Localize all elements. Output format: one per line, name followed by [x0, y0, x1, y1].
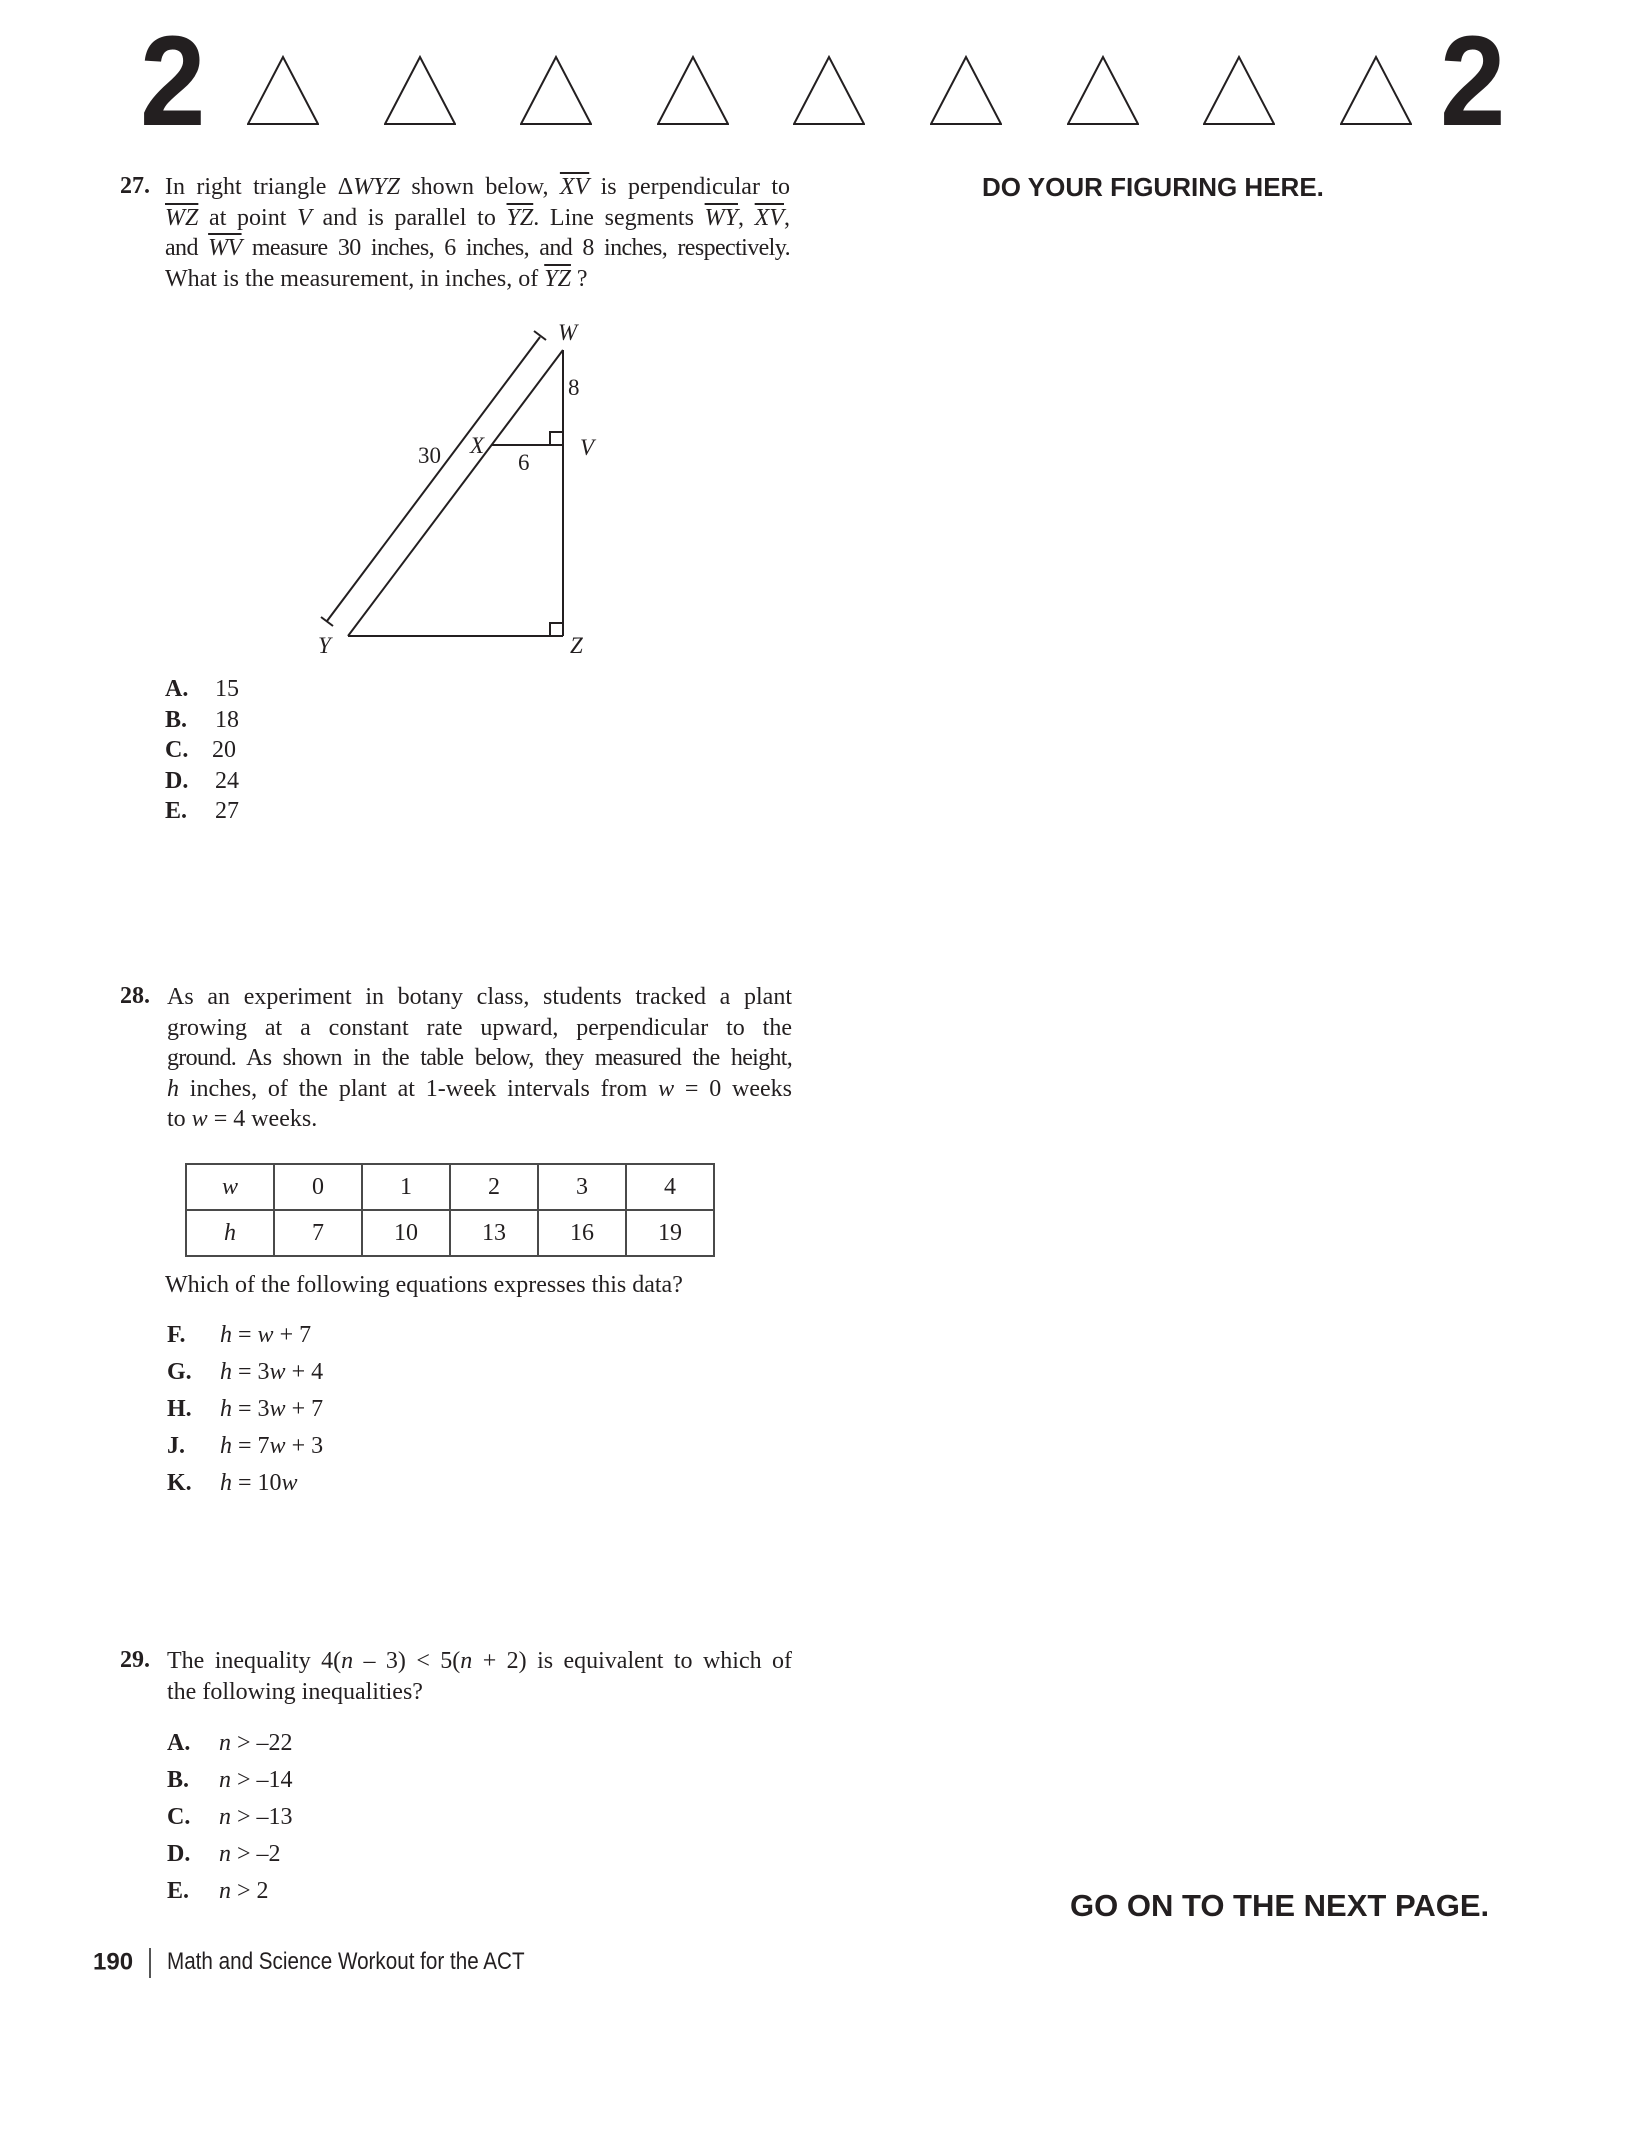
- table-cell: 10: [362, 1210, 450, 1256]
- label-wv-length: 8: [568, 375, 580, 400]
- label-wy-length: 30: [418, 443, 441, 468]
- label-y: Y: [318, 633, 331, 655]
- choice-28-h[interactable]: H. h = 3w + 7: [167, 1396, 324, 1422]
- page-footer: [93, 1948, 583, 1978]
- choice-27-c[interactable]: C. 20: [165, 737, 236, 763]
- continue-note: GO ON TO THE NEXT PAGE.: [1070, 1888, 1490, 1923]
- question-27-number: 27.: [120, 173, 150, 199]
- table-cell: 13: [450, 1210, 538, 1256]
- triangle-icon: [930, 55, 1002, 125]
- question-29-number: 29.: [120, 1647, 150, 1673]
- choice-27-b[interactable]: B. 18: [165, 706, 239, 733]
- question-28-number: 28.: [120, 983, 150, 1009]
- q27-line-4: What is the measurement, in inches, of $\overline{YZ}$ ?: [165, 265, 588, 292]
- q28-line-5: to w = 4 weeks.: [167, 1106, 318, 1132]
- choice-29-e[interactable]: E. n > 2: [167, 1878, 269, 1904]
- table-cell: 0: [274, 1164, 362, 1210]
- label-xv-length: 6: [518, 450, 530, 475]
- table-cell: 7: [274, 1210, 362, 1256]
- table-row-w: [186, 1164, 714, 1210]
- section-number-left: 2: [140, 10, 204, 153]
- choice-27-a[interactable]: A. 15: [165, 676, 239, 702]
- choice-29-b[interactable]: B. n > –14: [167, 1767, 293, 1793]
- segment-wy: [348, 350, 563, 636]
- q29-line-2: the following inequalities?: [167, 1678, 423, 1705]
- question-27-text: [165, 172, 790, 294]
- q29-line-1: The inequality 4(n – 3) < 5(n + 2) is equivalent to which of: [167, 1648, 792, 1674]
- question-29-text: [167, 1646, 792, 1707]
- table-row-h: [186, 1210, 714, 1256]
- q28-line-3: ground. As shown in the table below, they measured the height,: [167, 1045, 792, 1071]
- choice-29-a[interactable]: A. n > –22: [167, 1730, 293, 1756]
- table-cell: 16: [538, 1210, 626, 1256]
- page-number: 190: [93, 1948, 134, 1976]
- choice-28-j[interactable]: J. h = 7w + 3: [167, 1433, 324, 1459]
- dimension-line-wy: [327, 337, 540, 621]
- table-cell: 3: [538, 1164, 626, 1210]
- choice-29-c[interactable]: C. n > –13: [167, 1804, 293, 1830]
- q28-line-2: growing at a constant rate upward, perpendicular to the: [167, 1014, 792, 1041]
- triangle-figure: [300, 310, 620, 655]
- table-cell: 4: [626, 1164, 714, 1210]
- choice-28-f[interactable]: F. h = w + 7: [167, 1322, 312, 1348]
- choice-29-d[interactable]: D. n > –2: [167, 1841, 281, 1867]
- table-header-w: w: [186, 1164, 274, 1210]
- dimension-tick-bottom: [321, 617, 333, 626]
- question-29-choices: [167, 1730, 467, 1920]
- right-angle-z-icon: [550, 623, 563, 636]
- q27-line-3: and $\overline{WV}$ measure 30 inches, 6 inches, and 8 inches, respectively.: [165, 235, 790, 261]
- triangle-icon: [1203, 55, 1275, 125]
- label-x: X: [470, 433, 485, 458]
- question-28-text: [167, 982, 792, 1135]
- triangle-icon: [247, 55, 319, 125]
- triangle-icon: [1067, 55, 1139, 125]
- q27-line-2: $\overline{WZ}$ at point V and is parallel to $\overline{YZ}$. Line segments $\overline{WY}$, $\overline{XV}$,: [165, 204, 790, 231]
- choice-28-g[interactable]: G. h = 3w + 4: [167, 1359, 324, 1385]
- table-cell: 1: [362, 1164, 450, 1210]
- question-27-choices: [165, 676, 365, 836]
- question-28-choices: [167, 1322, 467, 1512]
- book-title: Math and Science Workout for the ACT: [167, 1948, 525, 1976]
- growth-table: [185, 1163, 715, 1257]
- table-cell: 2: [450, 1164, 538, 1210]
- table-header-h: h: [186, 1210, 274, 1256]
- label-z: Z: [570, 633, 583, 655]
- triangle-icon: [1340, 55, 1412, 125]
- section-number-right: 2: [1440, 10, 1504, 153]
- q28-line-1: As an experiment in botany class, students tracked a plant: [167, 984, 792, 1010]
- footer-divider: [149, 1948, 151, 1978]
- table-cell: 19: [626, 1210, 714, 1256]
- right-angle-v-icon: [550, 432, 563, 445]
- q27-line-1: In right triangle ΔWYZ shown below, $\overline{XV}$ is perpendicular to: [165, 174, 791, 200]
- choice-27-d[interactable]: D. 24: [165, 767, 239, 794]
- label-v: V: [580, 435, 595, 460]
- label-w: W: [558, 320, 578, 345]
- choice-27-e[interactable]: E. 27: [165, 798, 239, 824]
- triangle-icon: [793, 55, 865, 125]
- triangle-icon: [520, 55, 592, 125]
- triangle-icon: [384, 55, 456, 125]
- q28-line-4: h inches, of the plant at 1-week intervals from w = 0 weeks: [167, 1075, 792, 1102]
- figuring-note: DO YOUR FIGURING HERE.: [982, 172, 1324, 202]
- choice-28-k[interactable]: K. h = 10w: [167, 1470, 298, 1496]
- question-28-prompt: Which of the following equations expresses this data?: [165, 1272, 683, 1298]
- triangle-icon: [657, 55, 729, 125]
